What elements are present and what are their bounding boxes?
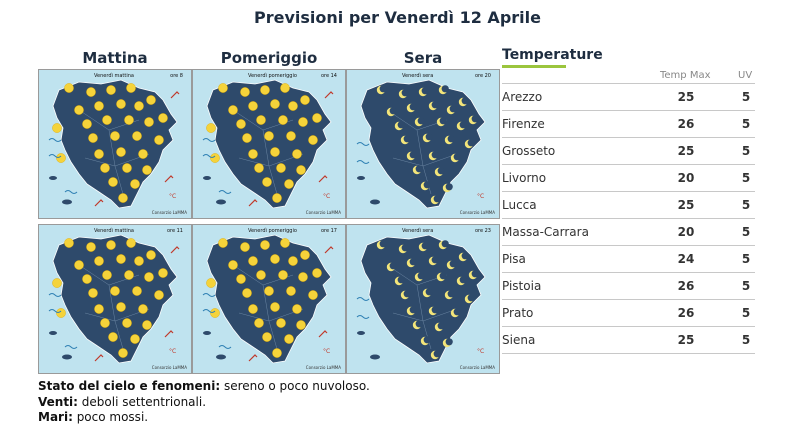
map-label: Venerdì pomeriggio [248,73,297,79]
sun-icon [248,101,257,110]
map-credit: Consorzio LaMMA [459,365,495,370]
map-label: Venerdì pomeriggio [248,228,297,234]
sun-icon [248,256,257,265]
wind-value: deboli settentrionali. [77,395,207,409]
sun-icon [146,95,155,104]
sun-icon [108,332,117,341]
wave-icon [65,191,77,194]
sun-icon [240,242,249,251]
wave-icon [203,294,215,297]
sun-icon [52,278,61,287]
map-graphic [39,225,191,373]
sky-value: sereno o poco nuvoloso. [220,379,370,393]
city-name: Livorno [502,171,547,185]
sun-icon [110,131,119,140]
sun-icon [116,99,125,108]
sun-icon [106,85,115,94]
sun-icon [134,256,143,265]
sun-icon [122,163,131,172]
sun-icon [288,256,297,265]
sun-icon [270,99,279,108]
wave-icon [203,139,215,142]
temp-max-value: 26 [677,117,695,131]
temperature-trend-icon: °C [323,193,331,200]
sun-icon [270,302,279,311]
sun-icon [228,105,237,114]
sun-icon [242,133,251,142]
sun-icon [298,117,307,126]
table-row [502,165,755,192]
sun-icon [264,286,273,295]
wind-arrow-icon [249,200,257,206]
wave-icon [219,346,231,349]
temp-max-value: 25 [677,90,695,104]
uv-value: 5 [741,279,751,293]
sun-icon [94,304,103,313]
sun-icon [132,131,141,140]
island-shape [62,355,72,360]
sun-icon [154,135,163,144]
sun-icon [100,163,109,172]
sun-icon [292,149,301,158]
table-row [502,300,755,327]
sun-icon [88,133,97,142]
map-label: Venerdì mattina [94,73,134,79]
sun-icon [142,165,151,174]
sun-icon [124,270,133,279]
wave-icon [49,294,61,297]
sea-value: poco mossi. [72,410,149,424]
sun-icon [130,334,139,343]
sun-icon [82,274,91,283]
sun-icon [270,147,279,156]
island-shape [203,331,211,335]
map-graphic [193,70,345,218]
sun-icon [308,135,317,144]
table-row [502,192,755,219]
sun-icon [218,83,227,92]
map-graphic [347,70,499,218]
sun-icon [286,131,295,140]
uv-value: 5 [741,252,751,266]
sun-icon [218,238,227,247]
map-credit: Consorzio LaMMA [459,210,495,215]
sun-icon [108,177,117,186]
wave-icon [357,143,369,146]
temperature-trend-icon: °C [477,193,485,200]
sun-icon [158,268,167,277]
sky-label: Stato del cielo e fenomeni: [38,379,221,393]
sun-icon [248,149,257,158]
forecast-map-mattina-2[interactable] [38,224,192,374]
island-shape [203,176,211,180]
sun-icon [276,163,285,172]
sun-icon [126,83,135,92]
uv-value: 5 [741,171,751,185]
temp-max-value: 25 [677,198,695,212]
map-credit: Consorzio LaMMA [151,365,187,370]
map-credit: Consorzio LaMMA [305,210,341,215]
sun-icon [142,320,151,329]
sun-icon [130,179,139,188]
map-time: ore 8 [170,73,183,79]
wind-arrow-icon [171,92,179,98]
sun-icon [64,83,73,92]
map-time: ore 17 [320,228,337,234]
wave-icon [219,191,231,194]
sun-icon [88,288,97,297]
sun-icon [74,260,83,269]
table-row [502,219,755,246]
wind-arrow-icon [319,331,327,337]
sun-icon [292,304,301,313]
island-shape [49,176,57,180]
sun-icon [296,165,305,174]
sun-icon [82,119,91,128]
uv-column-header: UV [738,70,753,81]
sun-icon [146,250,155,259]
sun-icon [100,318,109,327]
map-graphic [193,225,345,373]
sun-icon [272,193,281,202]
forecast-map-pomeriggio-2[interactable] [192,224,346,374]
sun-icon [272,348,281,357]
column-header-sera: Sera [403,49,443,67]
wind-arrow-icon [325,247,333,253]
sun-icon [228,260,237,269]
wind-arrow-icon [249,355,257,361]
island-shape [62,200,72,205]
sun-icon [278,270,287,279]
forecast-map-sera-1[interactable] [346,69,500,219]
wind-arrow-icon [171,247,179,253]
sun-icon [256,115,265,124]
sun-icon [94,256,103,265]
page-title: Previsioni per Venerdì 12 Aprile [254,8,541,27]
sun-icon [264,131,273,140]
table-row [502,138,755,165]
uv-value: 5 [741,90,751,104]
wind-arrow-icon [319,176,327,182]
wave-icon [65,346,77,349]
sun-icon [124,115,133,124]
temp-max-value: 26 [677,279,695,293]
sun-icon [206,278,215,287]
sun-icon [64,238,73,247]
uv-value: 5 [741,225,751,239]
table-row [502,84,755,111]
sun-icon [262,177,271,186]
city-name: Pistoia [502,279,542,293]
temp-max-value: 25 [677,144,695,158]
city-name: Siena [502,333,536,347]
sun-icon [236,119,245,128]
map-graphic [347,225,499,373]
forecast-map-mattina-1[interactable] [38,69,192,219]
temp-max-value: 25 [677,333,695,347]
temp-max-value: 20 [677,171,695,185]
sun-icon [134,101,143,110]
sun-icon [138,304,147,313]
sun-icon [158,113,167,122]
sea-label: Mari: [38,410,73,424]
forecast-map-sera-2[interactable] [346,224,500,374]
sun-icon [86,242,95,251]
sun-icon [312,268,321,277]
sun-icon [312,113,321,122]
sun-icon [110,286,119,295]
wind-arrow-icon [95,355,103,361]
uv-value: 5 [741,333,751,347]
sun-icon [116,147,125,156]
map-time: ore 14 [320,73,337,79]
wind-arrow-icon [325,92,333,98]
sun-icon [262,332,271,341]
temp-max-value: 24 [677,252,695,266]
sun-icon [288,101,297,110]
sun-icon [280,238,289,247]
sun-icon [296,320,305,329]
column-header-mattina: Mattina [82,49,148,67]
sun-icon [236,274,245,283]
sun-icon [240,87,249,96]
island-shape [216,355,226,360]
sun-icon [278,115,287,124]
temperature-trend-icon: °C [169,348,177,355]
sun-icon [144,272,153,281]
sun-icon [74,105,83,114]
city-name: Pisa [502,252,526,266]
sun-icon [118,193,127,202]
sun-icon [94,101,103,110]
sun-icon [308,290,317,299]
sun-icon [118,348,127,357]
sun-icon [94,149,103,158]
sun-icon [106,240,115,249]
sun-icon [256,270,265,279]
table-row [502,327,755,354]
temperature-trend-icon: °C [323,348,331,355]
sun-icon [102,270,111,279]
map-time: ore 23 [474,228,491,234]
uv-value: 5 [741,198,751,212]
wave-icon [357,161,369,164]
map-time: ore 20 [474,73,491,79]
map-credit: Consorzio LaMMA [305,365,341,370]
heading-underline [502,65,566,68]
wind-label: Venti: [38,395,78,409]
sun-icon [300,250,309,259]
uv-value: 5 [741,117,751,131]
sun-icon [102,115,111,124]
temperature-trend-icon: °C [477,348,485,355]
island-shape [370,355,380,360]
sun-icon [138,149,147,158]
city-name: Prato [502,306,534,320]
temp-max-value: 26 [677,306,695,320]
city-name: Grosseto [502,144,556,158]
temperature-heading: Temperature [502,47,603,63]
map-label: Venerdì sera [402,73,434,79]
city-name: Lucca [502,198,537,212]
sun-icon [300,95,309,104]
island-shape [357,176,365,180]
wind-arrow-icon [95,200,103,206]
sun-icon [280,83,289,92]
table-row [502,111,755,138]
column-header-pomeriggio: Pomeriggio [220,49,318,67]
temp-max-value: 20 [677,225,695,239]
sun-icon [270,254,279,263]
sun-icon [276,318,285,327]
map-time: ore 11 [166,228,183,234]
forecast-map-pomeriggio-1[interactable] [192,69,346,219]
city-name: Arezzo [502,90,543,104]
sun-icon [144,117,153,126]
sun-icon [126,238,135,247]
wind-summary [38,395,206,409]
sun-icon [132,286,141,295]
island-shape [370,200,380,205]
island-shape [216,200,226,205]
sun-icon [122,318,131,327]
sun-icon [260,240,269,249]
wind-arrow-icon [165,176,173,182]
wind-arrow-icon [165,331,173,337]
sun-icon [254,163,263,172]
temp-max-column-header: Temp Max [660,70,711,81]
island-shape [357,331,365,335]
wave-icon [49,139,61,142]
sun-icon [260,85,269,94]
table-row [502,273,755,300]
map-credit: Consorzio LaMMA [151,210,187,215]
sun-icon [242,288,251,297]
wave-icon [357,298,369,301]
wave-icon [357,316,369,319]
sun-icon [86,87,95,96]
city-name: Massa-Carrara [502,225,589,239]
sun-icon [254,318,263,327]
sun-icon [286,286,295,295]
sun-icon [52,123,61,132]
city-name: Firenze [502,117,545,131]
sun-icon [284,179,293,188]
map-label: Venerdì sera [402,228,434,234]
sun-icon [154,290,163,299]
sun-icon [248,304,257,313]
temperature-trend-icon: °C [169,193,177,200]
sun-icon [284,334,293,343]
sea-summary [38,410,148,424]
uv-value: 5 [741,144,751,158]
map-label: Venerdì mattina [94,228,134,234]
sun-icon [206,123,215,132]
map-graphic [39,70,191,218]
island-shape [49,331,57,335]
uv-value: 5 [741,306,751,320]
table-row [502,246,755,273]
sky-summary [38,379,370,393]
sun-icon [116,254,125,263]
sun-icon [298,272,307,281]
sun-icon [116,302,125,311]
